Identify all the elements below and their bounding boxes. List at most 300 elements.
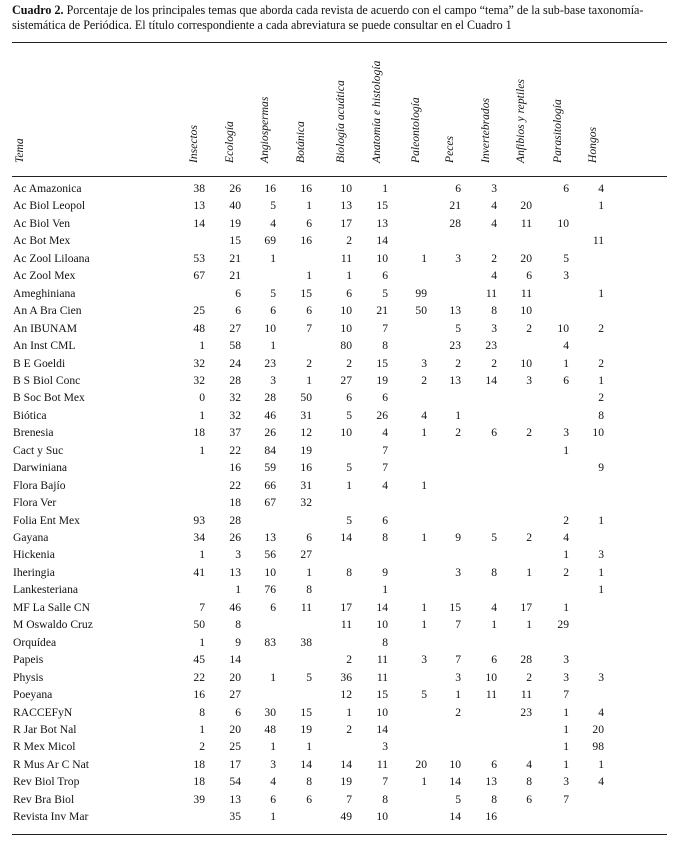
table-cell: 11 bbox=[485, 286, 497, 300]
table-cell: 22 bbox=[229, 443, 241, 457]
table-cell: 5 bbox=[346, 461, 352, 475]
table-cell: 5 bbox=[346, 408, 352, 422]
table-cell: 11 bbox=[340, 618, 352, 632]
table-cell: 7 bbox=[563, 688, 569, 702]
row-label: Poeyana bbox=[13, 688, 53, 702]
table-cell: 10 bbox=[376, 810, 388, 824]
row-label: Iheringia bbox=[13, 565, 55, 579]
table-cell: 76 bbox=[264, 583, 276, 597]
table-cell: 2 bbox=[563, 565, 569, 579]
row-label: Darwiniana bbox=[13, 461, 68, 475]
table-cell: 16 bbox=[300, 461, 312, 475]
table-cell: 5 bbox=[306, 670, 312, 684]
column-header: Paleontología bbox=[409, 97, 422, 163]
table-cell: 20 bbox=[415, 757, 427, 771]
table-cell: 10 bbox=[557, 321, 569, 335]
table-cell: 9 bbox=[382, 565, 388, 579]
table-cell: 5 bbox=[563, 251, 569, 265]
table-cell: 2 bbox=[346, 356, 352, 370]
table-cell: 11 bbox=[485, 688, 497, 702]
row-label: Ac Zool Liloana bbox=[13, 251, 90, 265]
table-cell: 1 bbox=[306, 565, 312, 579]
table-cell: 4 bbox=[563, 339, 569, 353]
table-cell: 21 bbox=[229, 269, 241, 283]
table-cell: 26 bbox=[376, 408, 388, 422]
table-cell: 6 bbox=[455, 182, 461, 195]
header-rule bbox=[12, 176, 667, 177]
table-cell: 67 bbox=[264, 496, 276, 510]
table-cell: 5 bbox=[270, 286, 276, 300]
table-cell: 1 bbox=[598, 565, 604, 579]
table-cell: 10 bbox=[340, 321, 352, 335]
column-header: Peces bbox=[443, 135, 456, 163]
table-cell: 21 bbox=[449, 199, 461, 213]
table-cell: 23 bbox=[449, 339, 461, 353]
table-cell: 0 bbox=[199, 391, 205, 405]
table-cell: 58 bbox=[229, 339, 241, 353]
table-cell: 2 bbox=[598, 321, 604, 335]
row-label: Orquídea bbox=[13, 635, 57, 649]
table-cell: 7 bbox=[455, 653, 461, 667]
table-cell: 66 bbox=[264, 478, 276, 492]
table-cell: 6 bbox=[526, 792, 532, 806]
table-cell: 1 bbox=[421, 775, 427, 789]
table-cell: 6 bbox=[306, 792, 312, 806]
table-cell: 3 bbox=[526, 373, 532, 387]
table-cell: 16 bbox=[300, 234, 312, 248]
table-cell: 17 bbox=[520, 600, 532, 614]
table-cell: 2 bbox=[455, 356, 461, 370]
table-cell: 3 bbox=[563, 426, 569, 440]
table-cell: 8 bbox=[598, 408, 604, 422]
table-cell: 10 bbox=[520, 304, 532, 318]
table-cell: 54 bbox=[229, 775, 241, 789]
table-cell: 99 bbox=[415, 286, 427, 300]
table-cell: 6 bbox=[306, 531, 312, 544]
table-cell: 14 bbox=[376, 600, 388, 614]
table-cell: 53 bbox=[193, 251, 205, 265]
table-cell: 14 bbox=[485, 373, 497, 387]
table-cell: 1 bbox=[199, 408, 205, 422]
table-cell: 6 bbox=[563, 373, 569, 387]
table-cell: 10 bbox=[449, 757, 461, 771]
table-cell: 3 bbox=[598, 670, 604, 684]
table-cell: 8 bbox=[235, 618, 241, 632]
table-cell: 6 bbox=[382, 513, 388, 527]
row-label: M Oswaldo Cruz bbox=[13, 618, 93, 632]
table-cell: 1 bbox=[598, 286, 604, 300]
column-header: Parasitología bbox=[551, 99, 564, 163]
column-header: Insectos bbox=[187, 125, 200, 163]
table-cell: 11 bbox=[300, 600, 312, 614]
table-cell: 16 bbox=[264, 182, 276, 195]
table-cell: 23 bbox=[485, 339, 497, 353]
table-cell: 41 bbox=[193, 565, 205, 579]
table-cell: 4 bbox=[491, 216, 497, 230]
table-cell: 15 bbox=[376, 356, 388, 370]
row-label: Folia Ent Mex bbox=[13, 513, 80, 527]
table-cell: 5 bbox=[421, 688, 427, 702]
table-cell: 4 bbox=[598, 182, 604, 195]
table-cell: 20 bbox=[520, 199, 532, 213]
table-cell: 6 bbox=[235, 286, 241, 300]
row-label: Brenesia bbox=[13, 426, 54, 440]
row-label: An Inst CML bbox=[13, 339, 76, 353]
row-label: B Soc Bot Mex bbox=[13, 391, 85, 405]
table-cell: 6 bbox=[491, 757, 497, 771]
table-cell: 23 bbox=[520, 705, 532, 719]
table-cell: 6 bbox=[346, 391, 352, 405]
row-label: Physis bbox=[13, 670, 44, 684]
table-cell: 5 bbox=[270, 199, 276, 213]
table-cell: 2 bbox=[491, 356, 497, 370]
top-rule bbox=[12, 42, 667, 43]
row-label: MF La Salle CN bbox=[13, 600, 90, 614]
table-cell: 5 bbox=[455, 792, 461, 806]
table-cell: 28 bbox=[229, 373, 241, 387]
table-cell: 7 bbox=[382, 775, 388, 789]
table-cell: 8 bbox=[306, 583, 312, 597]
table-cell: 7 bbox=[199, 600, 205, 614]
table-cell: 6 bbox=[491, 426, 497, 440]
table-cell: 6 bbox=[526, 269, 532, 283]
table-cell: 1 bbox=[306, 199, 312, 213]
table-cell: 38 bbox=[193, 182, 205, 195]
table-cell: 8 bbox=[306, 775, 312, 789]
table-cell: 3 bbox=[455, 251, 461, 265]
table-cell: 13 bbox=[376, 216, 388, 230]
table-cell: 30 bbox=[264, 705, 276, 719]
table-cell: 40 bbox=[229, 199, 241, 213]
table-cell: 45 bbox=[193, 653, 205, 667]
table-cell: 4 bbox=[563, 531, 569, 544]
table-cell: 11 bbox=[520, 286, 532, 300]
table-cell: 7 bbox=[306, 321, 312, 335]
table-cell: 19 bbox=[229, 216, 241, 230]
table-cell: 20 bbox=[229, 722, 241, 736]
table-cell: 3 bbox=[491, 321, 497, 335]
table-cell: 4 bbox=[598, 775, 604, 789]
table-cell: 37 bbox=[229, 426, 241, 440]
table-cell: 13 bbox=[229, 565, 241, 579]
table-cell: 3 bbox=[270, 373, 276, 387]
row-label: Ac Biol Leopol bbox=[13, 199, 86, 213]
table-cell: 10 bbox=[340, 426, 352, 440]
table-cell: 8 bbox=[382, 531, 388, 544]
table-cell: 4 bbox=[526, 757, 532, 771]
table-cell: 5 bbox=[491, 531, 497, 544]
table-cell: 3 bbox=[563, 775, 569, 789]
table-cell: 2 bbox=[455, 426, 461, 440]
table-cell: 11 bbox=[520, 688, 532, 702]
table-cell: 28 bbox=[520, 653, 532, 667]
table-cell: 1 bbox=[598, 513, 604, 527]
table-cell: 1 bbox=[199, 443, 205, 457]
table-cell: 67 bbox=[193, 269, 205, 283]
table-cell: 26 bbox=[229, 182, 241, 195]
table-cell: 4 bbox=[491, 269, 497, 283]
table-cell: 9 bbox=[455, 531, 461, 544]
table-cell: 4 bbox=[421, 408, 427, 422]
table-cell: 11 bbox=[376, 653, 388, 667]
table-cell: 2 bbox=[526, 426, 532, 440]
table-cell: 21 bbox=[229, 251, 241, 265]
table-cell: 13 bbox=[449, 304, 461, 318]
row-label: An A Bra Cien bbox=[13, 304, 82, 318]
table-cell: 10 bbox=[376, 705, 388, 719]
table-caption bbox=[12, 3, 667, 33]
table-cell: 4 bbox=[491, 199, 497, 213]
table-cell: 8 bbox=[526, 775, 532, 789]
table-cell: 16 bbox=[485, 810, 497, 824]
table-cell: 1 bbox=[199, 548, 205, 562]
row-label: B S Biol Conc bbox=[13, 373, 81, 387]
table-cell: 3 bbox=[235, 548, 241, 562]
table-cell: 4 bbox=[491, 600, 497, 614]
table-cell: 38 bbox=[300, 635, 312, 649]
table-cell: 34 bbox=[193, 531, 205, 544]
table-cell: 2 bbox=[526, 670, 532, 684]
table-cell: 8 bbox=[382, 792, 388, 806]
table-cell: 14 bbox=[193, 216, 205, 230]
table-cell: 1 bbox=[382, 583, 388, 597]
table-cell: 2 bbox=[346, 653, 352, 667]
table-cell: 1 bbox=[306, 373, 312, 387]
table-cell: 13 bbox=[485, 775, 497, 789]
table-cell: 50 bbox=[415, 304, 427, 318]
table-cell: 26 bbox=[229, 531, 241, 544]
table-cell: 9 bbox=[598, 461, 604, 475]
table-cell: 69 bbox=[264, 234, 276, 248]
table-cell: 16 bbox=[300, 182, 312, 195]
table-cell: 8 bbox=[346, 565, 352, 579]
table-cell: 11 bbox=[592, 234, 604, 248]
table-cell: 3 bbox=[563, 269, 569, 283]
table-cell: 22 bbox=[229, 478, 241, 492]
table-cell: 1 bbox=[306, 740, 312, 754]
table-cell: 21 bbox=[376, 304, 388, 318]
column-header: Angiospermas bbox=[258, 96, 271, 163]
row-label: Ac Bot Mex bbox=[13, 234, 71, 248]
table-cell: 35 bbox=[229, 810, 241, 824]
table-cell: 6 bbox=[235, 705, 241, 719]
table-cell: 3 bbox=[421, 653, 427, 667]
table-cell: 8 bbox=[382, 339, 388, 353]
table-cell: 4 bbox=[382, 426, 388, 440]
table-cell: 18 bbox=[229, 496, 241, 510]
table-cell: 83 bbox=[264, 635, 276, 649]
table-cell: 10 bbox=[520, 356, 532, 370]
table-cell: 1 bbox=[382, 182, 388, 195]
table-cell: 11 bbox=[376, 757, 388, 771]
table-cell: 15 bbox=[449, 600, 461, 614]
table-cell: 1 bbox=[563, 356, 569, 370]
row-label: Ac Zool Mex bbox=[13, 269, 76, 283]
table-cell: 48 bbox=[264, 722, 276, 736]
row-label: Biótica bbox=[13, 408, 47, 422]
table-cell: 8 bbox=[491, 565, 497, 579]
table-cell: 32 bbox=[229, 391, 241, 405]
table-cell: 15 bbox=[300, 286, 312, 300]
row-label: Flora Ver bbox=[13, 496, 57, 510]
caption-text-line1: Porcentaje de los principales temas que aborda cada revista de acuerdo con el campo “tema” de la sub-base taxonomía- bbox=[66, 3, 644, 17]
row-label: R Mex Micol bbox=[13, 740, 76, 754]
table-cell: 1 bbox=[421, 478, 427, 492]
row-label: Rev Biol Trop bbox=[13, 775, 80, 789]
table-cell: 4 bbox=[270, 216, 276, 230]
row-label: Rev Bra Biol bbox=[13, 792, 75, 806]
table-cell: 11 bbox=[340, 251, 352, 265]
table-cell: 20 bbox=[592, 722, 604, 736]
table-cell: 3 bbox=[421, 356, 427, 370]
row-label: Gayana bbox=[13, 531, 49, 544]
table-cell: 6 bbox=[382, 391, 388, 405]
table-cell: 20 bbox=[520, 251, 532, 265]
table-cell: 7 bbox=[346, 792, 352, 806]
row-label: RACCEFyN bbox=[13, 705, 73, 719]
table-cell: 24 bbox=[229, 356, 241, 370]
table-cell: 2 bbox=[455, 705, 461, 719]
table-cell: 1 bbox=[421, 251, 427, 265]
table-cell: 4 bbox=[382, 478, 388, 492]
table-cell: 23 bbox=[264, 356, 276, 370]
table-cell: 6 bbox=[563, 182, 569, 195]
table-cell: 6 bbox=[270, 304, 276, 318]
table-cell: 17 bbox=[340, 216, 352, 230]
row-label: Lankesteriana bbox=[13, 583, 79, 597]
column-header: Botánica bbox=[294, 121, 307, 163]
table-cell: 8 bbox=[382, 635, 388, 649]
table-cell: 3 bbox=[455, 565, 461, 579]
table-cell: 13 bbox=[193, 199, 205, 213]
table-cell: 25 bbox=[229, 740, 241, 754]
table-cell: 3 bbox=[598, 548, 604, 562]
table-cell: 1 bbox=[346, 269, 352, 283]
table-cell: 6 bbox=[306, 216, 312, 230]
table-cell: 31 bbox=[300, 478, 312, 492]
table-cell: 93 bbox=[193, 513, 205, 527]
table-cell: 3 bbox=[563, 653, 569, 667]
row-label: Ameghiniana bbox=[13, 286, 76, 300]
table-cell: 18 bbox=[193, 426, 205, 440]
table-cell: 48 bbox=[193, 321, 205, 335]
table-cell: 3 bbox=[270, 757, 276, 771]
table-cell: 2 bbox=[421, 373, 427, 387]
table-cell: 10 bbox=[376, 618, 388, 632]
table-cell: 7 bbox=[382, 443, 388, 457]
table-cell: 14 bbox=[229, 653, 241, 667]
table-cell: 31 bbox=[300, 408, 312, 422]
table-cell: 14 bbox=[449, 810, 461, 824]
table-cell: 7 bbox=[382, 461, 388, 475]
table-cell: 4 bbox=[270, 775, 276, 789]
table-cell: 1 bbox=[598, 373, 604, 387]
table-cell: 9 bbox=[235, 635, 241, 649]
table-cell: 1 bbox=[306, 269, 312, 283]
table-cell: 2 bbox=[526, 531, 532, 544]
table-cell: 28 bbox=[229, 513, 241, 527]
row-label: Revista Inv Mar bbox=[13, 810, 89, 824]
table-cell: 8 bbox=[491, 304, 497, 318]
table-cell: 1 bbox=[563, 740, 569, 754]
table-cell: 50 bbox=[300, 391, 312, 405]
table-cell: 6 bbox=[235, 304, 241, 318]
caption-text-line2: sistemática de Periódica. El título correspondiente a cada abreviatura se puede consultar en el Cuadro 1 bbox=[12, 18, 512, 32]
table-cell: 15 bbox=[300, 705, 312, 719]
row-label: An IBUNAM bbox=[13, 321, 78, 335]
table-cell: 6 bbox=[346, 286, 352, 300]
table-cell: 1 bbox=[346, 478, 352, 492]
table-cell: 10 bbox=[592, 426, 604, 440]
table-cell: 3 bbox=[491, 182, 497, 195]
table-cell: 2 bbox=[598, 356, 604, 370]
table-cell: 39 bbox=[193, 792, 205, 806]
table-cell: 1 bbox=[526, 565, 532, 579]
table-cell: 10 bbox=[376, 251, 388, 265]
table-cell: 8 bbox=[199, 705, 205, 719]
table-cell: 3 bbox=[455, 670, 461, 684]
table-cell: 5 bbox=[455, 321, 461, 335]
table-cell: 1 bbox=[563, 722, 569, 736]
table-cell: 13 bbox=[264, 531, 276, 544]
row-label: R Jar Bot Nal bbox=[13, 722, 77, 736]
column-header: Anfibios y reptiles bbox=[514, 79, 527, 163]
table-cell: 25 bbox=[193, 304, 205, 318]
table-cell: 13 bbox=[229, 792, 241, 806]
table-cell: 7 bbox=[382, 321, 388, 335]
table-cell: 10 bbox=[264, 565, 276, 579]
table-cell: 15 bbox=[229, 234, 241, 248]
table-cell: 1 bbox=[563, 705, 569, 719]
table-cell: 13 bbox=[449, 373, 461, 387]
table-cell: 6 bbox=[270, 600, 276, 614]
table-cell: 1 bbox=[421, 600, 427, 614]
table-cell: 6 bbox=[270, 792, 276, 806]
column-header: Anatomía e histología bbox=[370, 60, 383, 163]
table-cell: 17 bbox=[229, 757, 241, 771]
table-cell: 12 bbox=[300, 426, 312, 440]
table-cell: 7 bbox=[563, 792, 569, 806]
row-label: Ac Biol Ven bbox=[13, 216, 71, 230]
table-cell: 1 bbox=[270, 339, 276, 353]
table-cell: 36 bbox=[340, 670, 352, 684]
table-cell: 15 bbox=[376, 199, 388, 213]
table-cell: 5 bbox=[346, 513, 352, 527]
table-cell: 46 bbox=[229, 600, 241, 614]
table-cell: 59 bbox=[264, 461, 276, 475]
table-cell: 19 bbox=[376, 373, 388, 387]
column-header: Hongos bbox=[586, 126, 599, 163]
table-cell: 1 bbox=[270, 810, 276, 824]
table-cell: 14 bbox=[340, 757, 352, 771]
table-cell: 29 bbox=[557, 618, 569, 632]
table-cell: 14 bbox=[449, 775, 461, 789]
table-cell: 19 bbox=[300, 722, 312, 736]
table-cell: 11 bbox=[520, 216, 532, 230]
table-cell: 22 bbox=[193, 670, 205, 684]
table-cell: 10 bbox=[340, 304, 352, 318]
table-cell: 1 bbox=[346, 705, 352, 719]
table-cell: 2 bbox=[526, 321, 532, 335]
table-cell: 1 bbox=[526, 618, 532, 632]
table-cell: 1 bbox=[199, 635, 205, 649]
table-cell: 1 bbox=[491, 618, 497, 632]
table-cell: 32 bbox=[193, 373, 205, 387]
column-header-tema: Tema bbox=[13, 138, 26, 163]
table-cell: 2 bbox=[346, 722, 352, 736]
table-cell: 12 bbox=[340, 688, 352, 702]
table-cell: 14 bbox=[376, 722, 388, 736]
